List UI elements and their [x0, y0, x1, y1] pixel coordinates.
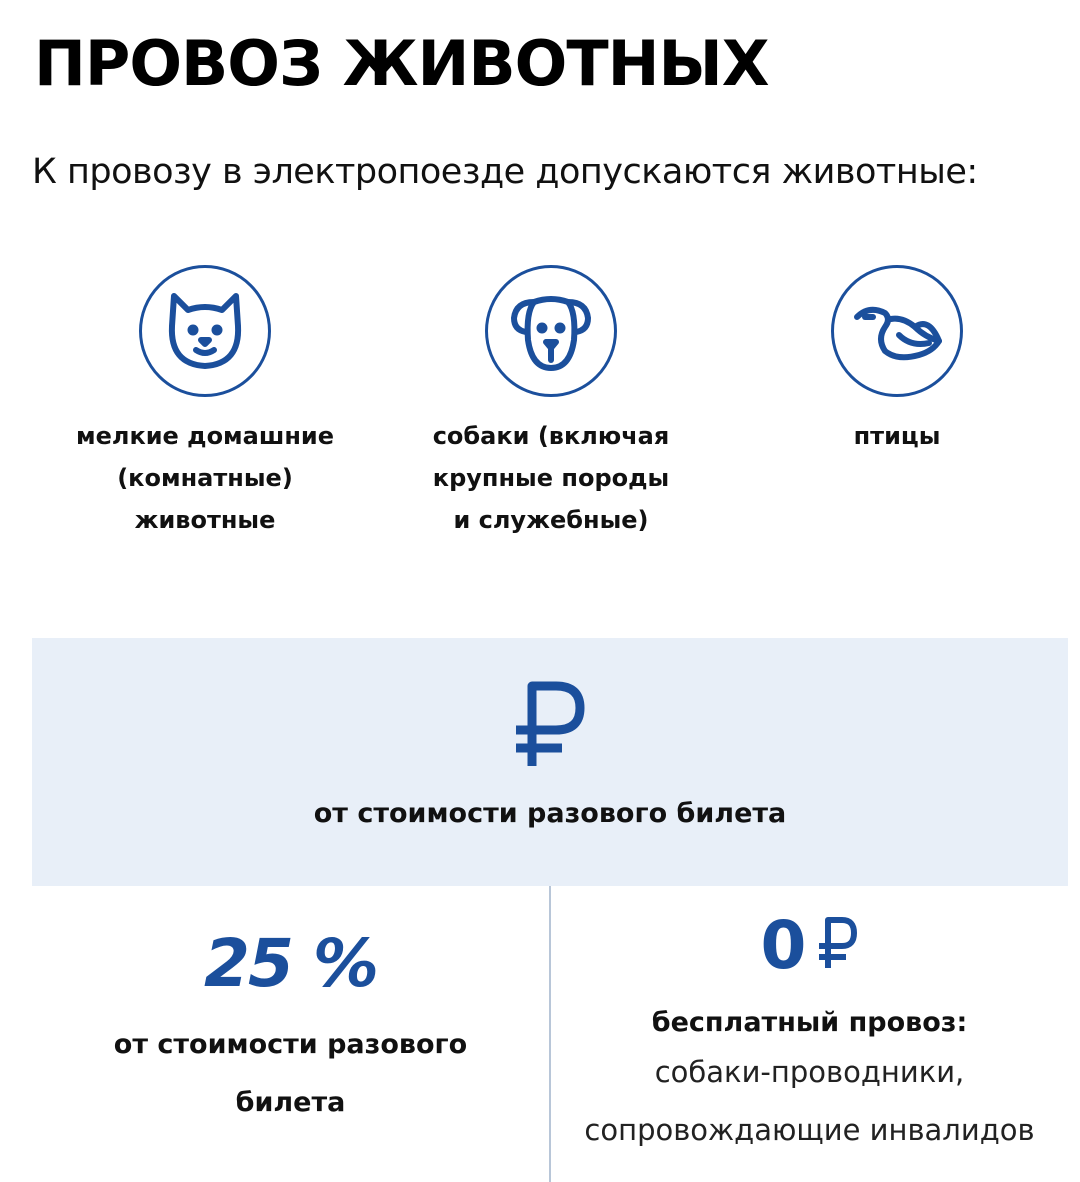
label-line: птицы: [853, 422, 941, 450]
page-subtitle: К провозу в электропоезде допускаются животные:: [32, 152, 978, 192]
bird-icon: [831, 265, 963, 397]
tariff-banner: [32, 638, 1068, 886]
animal-item-birds: [732, 265, 1062, 457]
animal-label: [732, 415, 1062, 457]
label-line: животные: [134, 506, 276, 534]
tariff-percent-block: [32, 925, 549, 1132]
label-line: собаки (включая: [432, 422, 670, 450]
dog-icon: [485, 265, 617, 397]
cat-icon: [139, 265, 271, 397]
banner-text: от стоимости разового билета: [313, 798, 787, 829]
label-line: (комнатные): [117, 464, 293, 492]
free-title: бесплатный провоз:: [651, 1007, 968, 1038]
label-line: и служебные): [453, 506, 649, 534]
ruble-icon: [816, 916, 858, 974]
percent-value: 25 %: [204, 925, 377, 1002]
animal-label: [40, 415, 370, 541]
free-line: собаки-проводники,: [654, 1055, 965, 1089]
free-price: [551, 905, 1068, 985]
animal-item-small-pets: [40, 265, 370, 541]
ruble-icon: [32, 680, 1068, 774]
percent-description: [32, 1016, 549, 1132]
page-title: ПРОВОЗ ЖИВОТНЫХ: [34, 27, 769, 100]
free-price-value: 0: [760, 906, 807, 984]
label-line: крупные породы: [432, 464, 670, 492]
desc-line: от стоимости разового: [113, 1029, 468, 1060]
desc-line: билета: [235, 1087, 346, 1118]
tariff-free-block: [551, 905, 1068, 1159]
label-line: мелкие домашние: [75, 422, 335, 450]
free-line: сопровождающие инвалидов: [584, 1113, 1035, 1147]
animal-label: [386, 415, 716, 541]
animal-item-dogs: [386, 265, 716, 541]
